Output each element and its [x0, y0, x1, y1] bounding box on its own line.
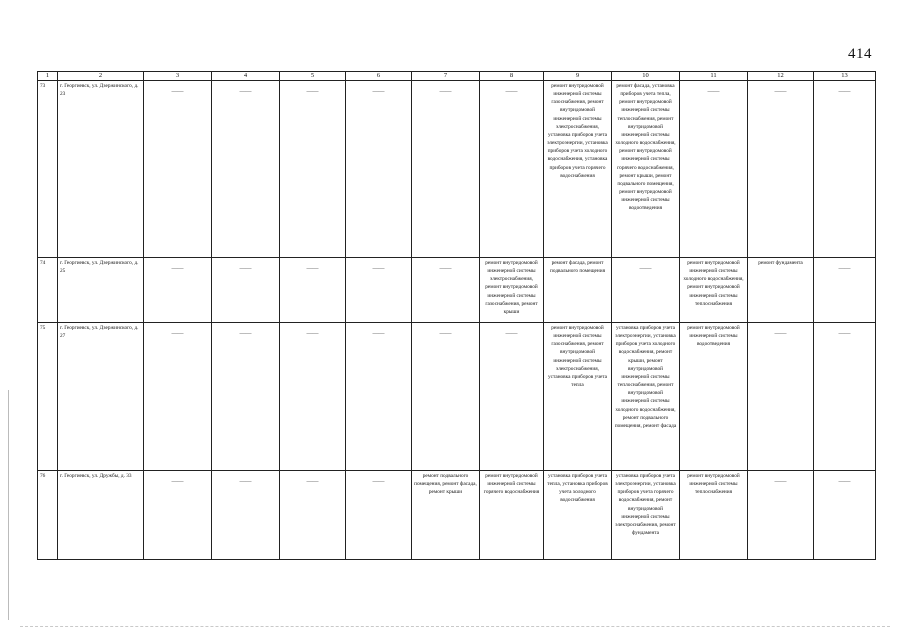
dash-mark: ——	[171, 266, 184, 272]
dash-mark: ——	[239, 331, 252, 337]
row-number: 75	[38, 323, 58, 471]
dash-mark: ——	[838, 479, 851, 485]
empty-cell	[280, 323, 346, 471]
dash-mark: ——	[239, 266, 252, 272]
dash-mark: ——	[505, 331, 518, 337]
work-cell: ремонт подвального помещения, ремонт фасада, ремонт крыши	[412, 471, 480, 560]
empty-cell	[412, 258, 480, 323]
dash-mark: ——	[439, 266, 452, 272]
row-number: 76	[38, 471, 58, 560]
empty-cell	[412, 323, 480, 471]
dash-mark: ——	[306, 266, 319, 272]
empty-cell	[346, 258, 412, 323]
repair-schedule-table	[37, 71, 876, 560]
work-cell: ремонт внутридомовой инженерной системы электроснабжения, ремонт внутридомовой инженерной системы газоснабжения, ремонт крыши	[480, 258, 544, 323]
work-cell: установка приборов учета электроэнергии, установка приборов учета горячего водоснабжения, ремонт внутридомовой инженерной системы электроснабжения, ремонт фундамента	[612, 471, 680, 560]
row-address: г. Георгиевск, ул. Дружбы, д. 33	[58, 471, 144, 560]
work-cell: ремонт фундамента	[748, 258, 814, 323]
empty-cell	[144, 81, 212, 258]
row-address: г. Георгиевск, ул. Дзержинского, д. 23	[58, 81, 144, 258]
empty-cell	[212, 471, 280, 560]
table-row	[38, 323, 876, 471]
empty-cell	[346, 471, 412, 560]
dash-mark: ——	[372, 479, 385, 485]
row-address: г. Георгиевск, ул. Дзержинского, д. 27	[58, 323, 144, 471]
dash-mark: ——	[306, 479, 319, 485]
dash-mark: ——	[707, 89, 720, 95]
column-number: 3	[144, 72, 212, 81]
dash-mark: ——	[505, 89, 518, 95]
dash-mark: ——	[774, 331, 787, 337]
column-number: 1	[38, 72, 58, 81]
scan-edge-line	[8, 390, 9, 620]
table-row	[38, 471, 876, 560]
dash-mark: ——	[171, 331, 184, 337]
column-number: 7	[412, 72, 480, 81]
empty-cell	[412, 81, 480, 258]
work-cell: ремонт внутридомовой инженерной системы газоснабжения, ремонт внутридомовой инженерной системы электроснабжения, установка приборов учета тепла	[544, 323, 612, 471]
work-cell: установка приборов учета электроэнергии, установка приборов учета холодного водоснабжения, ремонт крыши, ремонт внутридомовой инженерной системы теплоснабжения, ремонт внутридомовой инженерной системы холодного водоснабжения, ремонт подвального помещения, ремонт фасада	[612, 323, 680, 471]
work-cell: ремонт внутридомовой инженерной системы горячего водоснабжения	[480, 471, 544, 560]
dash-mark: ——	[306, 331, 319, 337]
row-address: г. Георгиевск, ул. Дзержинского, д. 25	[58, 258, 144, 323]
empty-cell	[212, 258, 280, 323]
empty-cell	[748, 323, 814, 471]
dash-mark: ——	[372, 89, 385, 95]
dash-mark: ——	[306, 89, 319, 95]
column-number: 2	[58, 72, 144, 81]
column-number: 12	[748, 72, 814, 81]
empty-cell	[346, 81, 412, 258]
column-number: 8	[480, 72, 544, 81]
dash-mark: ——	[171, 89, 184, 95]
empty-cell	[814, 258, 876, 323]
dash-mark: ——	[439, 331, 452, 337]
empty-cell	[480, 81, 544, 258]
dash-mark: ——	[372, 331, 385, 337]
column-number: 4	[212, 72, 280, 81]
empty-cell	[680, 81, 748, 258]
dash-mark: ——	[639, 266, 652, 272]
dash-mark: ——	[239, 479, 252, 485]
work-cell: ремонт фасада, установка приборов учета тепла, ремонт внутридомовой инженерной системы теплоснабжения, ремонт внутридомовой инженерной системы холодного водоснабжения, ремонт внутридомовой инженерной системы горячего водоснабжения, ремонт крыши, ремонт подвального помещения, ремонт внутридомовой инженерной системы водоотведения	[612, 81, 680, 258]
empty-cell	[748, 81, 814, 258]
page-number: 414	[848, 46, 872, 62]
dash-mark: ——	[774, 479, 787, 485]
empty-cell	[480, 323, 544, 471]
empty-cell	[814, 81, 876, 258]
empty-cell	[612, 258, 680, 323]
dash-mark: ——	[838, 266, 851, 272]
work-cell: ремонт внутридомовой инженерной системы теплоснабжения	[680, 471, 748, 560]
dash-mark: ——	[372, 266, 385, 272]
work-cell: ремонт внутридомовой инженерной системы водоотведения	[680, 323, 748, 471]
work-cell: ремонт внутридомовой инженерной системы холодного водоснабжения, ремонт внутридомовой инженерной системы теплоснабжения	[680, 258, 748, 323]
table-row	[38, 81, 876, 258]
empty-cell	[144, 323, 212, 471]
dash-mark: ——	[439, 89, 452, 95]
work-cell: ремонт фасада, ремонт подвального помещения	[544, 258, 612, 323]
dash-mark: ——	[239, 89, 252, 95]
dash-mark: ——	[774, 89, 787, 95]
work-cell: установка приборов учета тепла, установка приборов учета холодного водоснабжения	[544, 471, 612, 560]
column-number: 6	[346, 72, 412, 81]
dash-mark: ——	[838, 89, 851, 95]
empty-cell	[280, 258, 346, 323]
empty-cell	[212, 81, 280, 258]
dash-mark: ——	[838, 331, 851, 337]
empty-cell	[280, 81, 346, 258]
empty-cell	[280, 471, 346, 560]
scan-noise-line	[20, 626, 890, 627]
empty-cell	[748, 471, 814, 560]
column-number: 5	[280, 72, 346, 81]
empty-cell	[144, 471, 212, 560]
dash-mark: ——	[171, 479, 184, 485]
column-number: 10	[612, 72, 680, 81]
empty-cell	[212, 323, 280, 471]
row-number: 74	[38, 258, 58, 323]
work-cell: ремонт внутридомовой инженерной системы газоснабжения, ремонт внутридомовой инженерной системы электроснабжения, установка приборов учета электроэнергии, установка приборов учета холодного водоснабжения, установка приборов учета горячего водоснабжения	[544, 81, 612, 258]
table-row	[38, 258, 876, 323]
empty-cell	[346, 323, 412, 471]
column-number-row	[38, 72, 876, 81]
empty-cell	[144, 258, 212, 323]
column-number: 11	[680, 72, 748, 81]
row-number: 73	[38, 81, 58, 258]
empty-cell	[814, 471, 876, 560]
column-number: 9	[544, 72, 612, 81]
empty-cell	[814, 323, 876, 471]
column-number: 13	[814, 72, 876, 81]
